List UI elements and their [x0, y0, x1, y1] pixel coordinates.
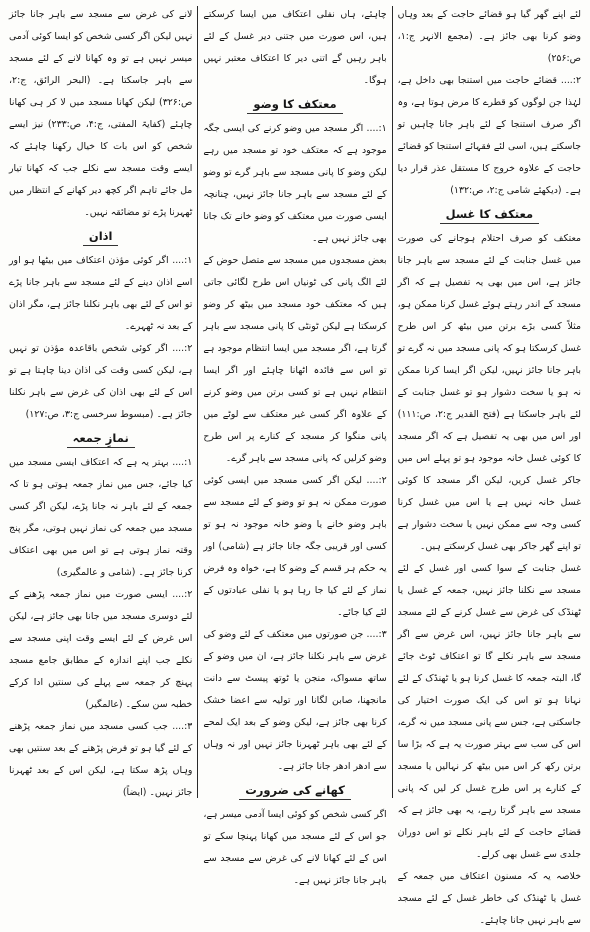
section-heading: کھانے کی ضرورت [239, 781, 351, 800]
paragraph: ۲:.... اگر کوئی شخص باقاعدہ مؤذن تو نہیں ہے، لیکن کسی وقت کی اذان دینا چاہتا ہے تو اس کے لئے بھی اذان کی غرض سے باہر نکلنا جائز ہے۔ (مبسوط سرخسی ج:۳، ص:۱۲۷) [9, 343, 193, 420]
column-middle [198, 4, 391, 886]
column-right [393, 4, 586, 926]
paragraph: ۱:.... اگر مسجد میں وضو کرنے کی ایسی جگہ موجود ہے کہ معتکف خود تو مسجد میں رہے لیکن وضو کا پانی مسجد سے باہر گرے تو وضو کے لئے مسجد سے باہر جانا جائز نہیں، چنانچہ ایسی صورت میں معتکف کو وضو خانے تک جانا بھی جائز نہیں ہے۔ [203, 123, 387, 244]
paragraph: خلاصہ یہ کہ مسنون اعتکاف میں جمعہ کے غسل یا ٹھنڈک کی خاطر غسل کے لئے مسجد سے باہر نہیں جانا چاہئے۔ [397, 871, 581, 926]
paragraph: ۱:.... اگر کوئی مؤذن اعتکاف میں بیٹھا ہو اور اسے اذان دینے کے لئے مسجد سے باہر جانا پڑے تو اس کے لئے بھی باہر نکلنا جائز ہے، مگر اذان کے بعد نہ ٹھہرے۔ [9, 255, 193, 332]
paragraph: اگر کسی شخص کو کوئی ایسا آدمی میسر ہے، جو اس کے لئے مسجد میں کھانا پہنچا سکے تو اس کے لئے کھانا لانے کی غرض سے مسجد سے باہر جانا جائز نہیں ہے۔ [203, 809, 387, 886]
paragraph: ۲:.... ایسی صورت میں نماز جمعہ پڑھنے کے لئے دوسری مسجد میں جانا بھی جائز ہے، لیکن اس غرض کے لئے ایسے وقت اپنی مسجد سے نکلے جب اپنے اندازہ کے مطابق جامع مسجد پہنچ کر جمعہ سے پہلے کی سنتیں ادا کرکے خطبہ سن سکے۔ (عالمگیر) [9, 589, 193, 710]
column-left [4, 4, 197, 800]
paragraph: ۲:.... لیکن اگر کسی مسجد میں ایسی کوئی صورت ممکن نہ ہو تو وضو کے لئے مسجد سے باہر وضو خانے یا وضو خانہ موجود نہ ہو تو کسی اور قریبی جگہ جانا جائز ہے (شامی) اور یہ حکم ہر قسم کے وضو کا ہے، خواہ وہ فرض نماز کے لئے کیا جا رہا ہو یا نفلی عبادتوں کے لئے کیا جائے۔ [203, 475, 387, 618]
paragraph: لئے اپنے گھر گیا ہو قضائے حاجت کے بعد وہاں وضو کرنا بھی جائز ہے۔ (مجمع الانہر ج:۱، ص:۲۵۶) [397, 9, 581, 64]
section-heading: اذان [83, 227, 119, 246]
paragraph: معتکف کو صرف احتلام ہوجانے کی صورت میں غسل جنابت کے لئے مسجد سے باہر جانا جائز ہے، اس میں بھی یہ تفصیل ہے کہ اگر مسجد کے اندر رہتے ہوئے غسل کرنا ممکن ہو، مثلاً کسی بڑے برتن میں بیٹھ کر اس طرح غسل کرسکتا ہو کہ پانی مسجد میں نہ گرے تو باہر جانا جائز نہیں، لیکن اگر ایسا کرنا ممکن نہ ہو یا سخت دشوار ہو تو غسل جنابت کے لئے باہر جاسکتا ہے (فتح القدیر ج:۲، ص:۱۱۱) اور اس میں بھی یہ تفصیل ہے کہ اگر مسجد کا کوئی غسل خانہ موجود ہو تو پہلے اس میں جاکر غسل کریں، لیکن اگر مسجد کا کوئی غسل خانہ نہیں ہے یا اس میں غسل کرنا کسی وجہ سے ممکن نہیں یا سخت دشوار ہے تو اپنے گھر جاکر بھی غسل کرسکتے ہیں۔ [397, 233, 581, 552]
section-heading: معتکف کا وضو [247, 95, 342, 114]
paragraph: ۳:.... جب کسی مسجد میں نماز جمعہ پڑھنے کے لئے گیا ہو تو فرض پڑھنے کے بعد سنتیں بھی وہاں پڑھ سکتا ہے، لیکن اس کے بعد ٹھہرنا جائز نہیں۔ (ایضاً) [9, 721, 193, 798]
paragraph: بعض مسجدوں میں مسجد سے متصل حوض کے لئے الگ پانی کی ٹونیاں اس طرح لگائی جاتی ہیں کہ معتکف خود مسجد میں بیٹھ کر وضو کرسکتا ہے لیکن ٹونٹی کا پانی مسجد سے باہر گرتا ہے، اگر مسجد میں ایسا انتظام موجود ہے تو اس سے فائدہ اٹھانا چاہئے اور اگر ایسا انتظام نہیں ہے تو کسی برتن میں وضو کرنے کے علاوہ اگر کسی غیر معتکف سے لوٹے میں پانی منگوا کر مسجد کے کنارے پر اس طرح وضو کرلیں کہ پانی مسجد سے باہر گرے۔ [203, 255, 387, 464]
paragraph: ۳:.... جن صورتوں میں معتکف کے لئے وضو کی غرض سے باہر نکلنا جائز ہے، ان میں وضو کے ساتھ مسواک، منجن یا ٹوتھ پیسٹ سے دانت مانجھنا، صابن لگانا اور تولیہ سے اعضا خشک کرنا بھی جائز ہے، لیکن وضو کے بعد ایک لمحے کے لئے بھی باہر ٹھہرنا جائز نہیں اور نہ وہاں سے ادھر ادھر جانا جائز ہے۔ [203, 629, 387, 772]
paragraph: ۱:.... بہتر یہ ہے کہ اعتکاف ایسی مسجد میں کیا جائے، جس میں نماز جمعہ ہوتی ہو تا کہ جمعہ کے لئے باہر نہ جانا پڑے، لیکن اگر کسی مسجد میں جمعہ کی نماز نہیں ہوتی، مگر پنج وقتہ نماز ہوتی ہے تو اس میں بھی اعتکاف کرنا جائز ہے۔ (شامی و عالمگیری) [9, 457, 193, 578]
paragraph: لانے کی غرض سے مسجد سے باہر جانا جائز نہیں لیکن اگر کسی شخص کو ایسا کوئی آدمی میسر نہیں ہے تو وہ کھانا لانے کے لئے مسجد سے باہر جاسکتا ہے۔ (البحر الرائق، ج:۲، ص:۳۲۶) لیکن کھانا مسجد میں لا کر ہی کھانا چاہئے (کفایۃ المفتی، ج:۴، ص:۲۳۳) نیز ایسے شخص کو اس بات کا خیال رکھنا چاہئے کہ ایسے وقت مسجد سے نکلے جب کہ کھانا تیار مل جائے تاہم اگر کچھ دیر کھانے کے انتظار میں ٹھہرنا پڑے تو مضائقہ نہیں۔ [9, 9, 193, 218]
paragraph: چاہئے، ہاں نفلی اعتکاف میں ایسا کرسکتے ہیں، اس صورت میں جتنی دیر غسل کے لئے باہر رہیں گے اتنی دیر کا اعتکاف معتبر نہیں ہوگا۔ [203, 9, 387, 86]
paragraph: غسل جنابت کے سوا کسی اور غسل کے لئے مسجد سے نکلنا جائز نہیں، جمعہ کے غسل یا ٹھنڈک کی غرض سے غسل کرنے کے لئے مسجد سے باہر جانا جائز نہیں، اس غرض سے اگر مسجد سے باہر نکلے گا تو اعتکاف ٹوٹ جائے گا، البتہ جمعہ کا غسل کرنا ہو یا ٹھنڈک کے لئے نہانا ہو تو اس کی ایک صورت اختیار کی جاسکتی ہے، جس سے پانی مسجد میں نہ گرے، اس کی سب سے بہتر صورت یہ ہے کہ بڑا سا برتن رکھ کر اس میں بیٹھ کر نہالیں یا مسجد کے کنارے پر اس طرح غسل کر لیں کہ پانی مسجد سے باہر گرتا رہے، یہ بھی جائز ہے کہ قضائے حاجت کے لئے باہر نکلے تو اس دوران جلدی سے غسل بھی کرلے۔ [397, 563, 581, 860]
section-heading: معتکف کا غسل [440, 205, 540, 224]
paragraph: ۲:.... قضائے حاجت میں استنجا بھی داخل ہے، لہٰذا جن لوگوں کو قطرے کا مرض ہوتا ہے، وہ اگر صرف استنجا کے لئے باہر جانا چاہیں تو جاسکتے ہیں، اسی لئے فقہائے استنجا کو قضائے حاجت کے علاوہ خروج کا مستقل عذر قرار دیا ہے۔ (دیکھئے شامی ج:۲، ص:۱۳۲) [397, 75, 581, 196]
section-heading: نمازِ جمعہ [67, 429, 135, 448]
